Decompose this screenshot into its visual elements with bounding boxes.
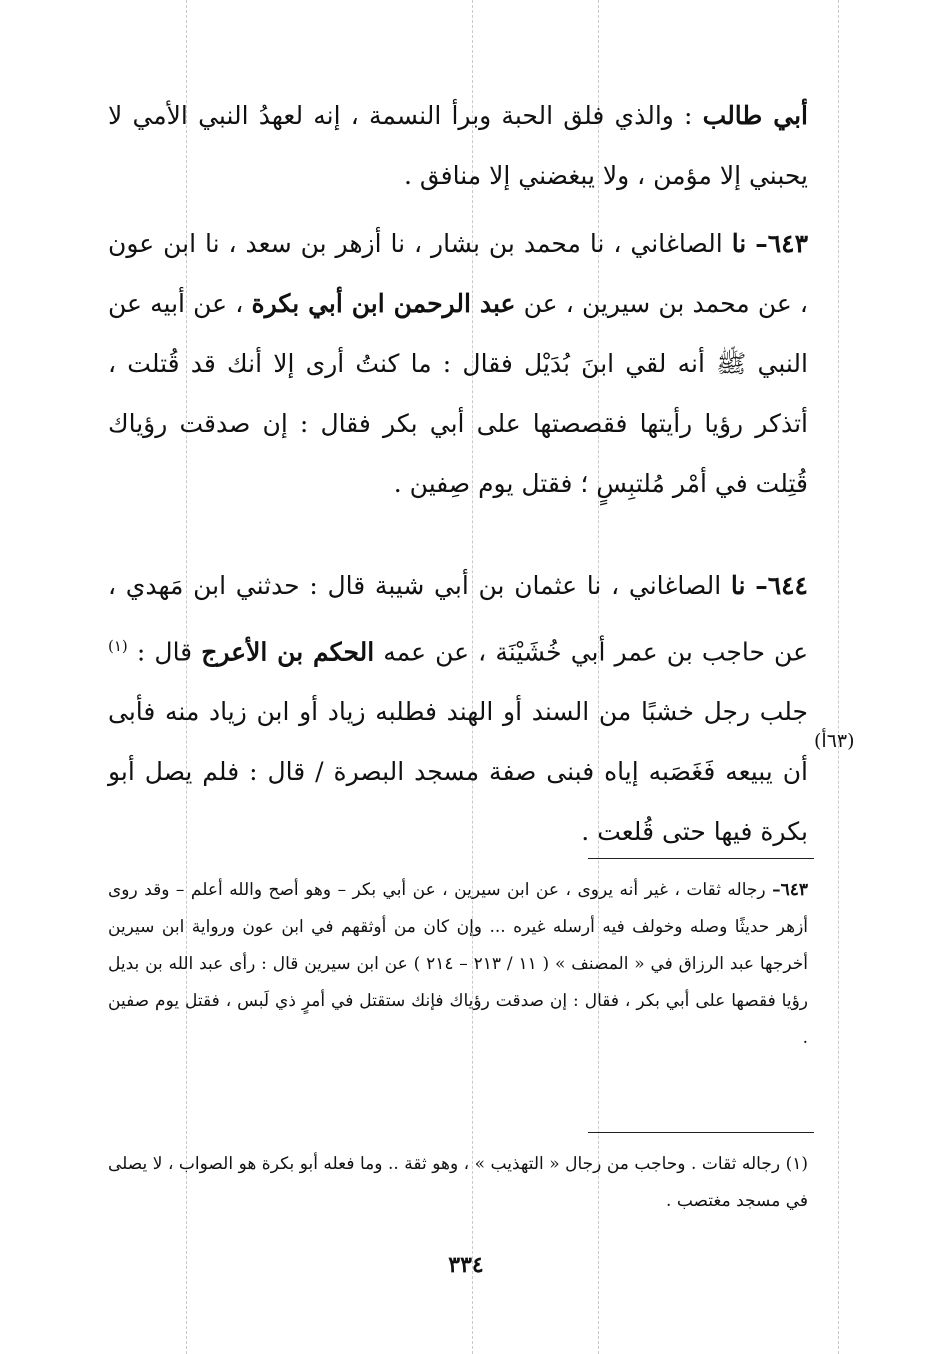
page-number: ٣٣٤: [448, 1252, 484, 1278]
hadith-643-paragraph: [108, 214, 808, 514]
manuscript-folio-marker: (٦٣أ): [814, 730, 855, 752]
continuation-paragraph: [108, 86, 808, 206]
paragraph-text: الصاغاني ، نا محمد بن بشار ، نا أزهر بن سعد ، نا ابن عون ، عن محمد بن سيرين ، عن: [108, 229, 809, 318]
footnote-1: [108, 1146, 808, 1220]
paragraph-text: الصاغاني ، نا عثمان بن أبي شيبة قال : حدثني ابن مَهدي ، عن حاجب بن عمر أبي خُشَيْنَة ، عن عمه: [108, 571, 809, 667]
hadith-na: نا: [730, 571, 746, 600]
footnote-643: [108, 872, 808, 1057]
footnote-separator: [588, 1132, 814, 1133]
paragraph-text: ، عن أبيه عن النبي ﷺ أنه لقي ابنَ بُدَيْل فقال : ما كنتُ أرى إلا أنك قد قُتلت ، أتذكر رؤيا رأيتها فقصصتها على أبي بكر فقال : إن صدقت رؤياك قُتِلت في أمْر مُلتبِسٍ ؛ فقتل يوم صِفين .: [108, 289, 808, 498]
footnote-text: رجاله ثقات . وحاجب من رجال « التهذيب » ، وهو ثقة .. وما فعله أبو بكرة هو الصواب ، لا يصلى في مسجد مغتصب .: [108, 1154, 808, 1211]
narrator-name: الحكم بن الأعرج: [201, 637, 375, 667]
paragraph-text: : والذي فلق الحبة وبرأ النسمة ، إنه لعهدُ النبي الأمي لا يحبني إلا مؤمن ، ولا يبغضني إلا منافق .: [108, 101, 808, 190]
narrator-name: عبد الرحمن ابن أبي بكرة: [251, 289, 516, 318]
footnote-text: رجاله ثقات ، غير أنه يروى ، عن ابن سيرين ، عن أبي بكر – وهو أصح والله أعلم – وقد روى أزهر حديثًا وصله وخولف فيه أرسله غيره ... وإن كان من أوثقهم في ابن عون ورواية ابن سيرين أخرجها عبد الرزاق في « المصنف » ( ١١ / ٢١٣ – ٢١٤ ) عن ابن سيرين قال : رأى عبد الله بن بديل رؤيا فقصها على أبي بكر ، فقال : إن صدقت رؤياك فإنك ستقتل في أمرٍ ذي لَبس ، فقتل يوم صفين .: [108, 880, 808, 1048]
paragraph-text: قال :: [127, 637, 202, 667]
narrator-name: أبي طالب: [702, 101, 809, 130]
footnote-number: ٦٤٣–: [772, 880, 808, 900]
hadith-644-paragraph: [108, 556, 808, 862]
hadith-na: نا: [731, 229, 747, 258]
paragraph-text: جلب رجل خشبًا من السند أو الهند فطلبه زياد أو ابن زياد منه فأبى أن يبيعه فَغَصَبه إياه فبنى صفة مسجد البصرة / قال : فلم يصل أبو بكرة فيها حتى قُلعت .: [108, 697, 808, 847]
hadith-number: ٦٤٣–: [755, 229, 809, 258]
scan-guide-line: [838, 0, 839, 1354]
footnote-reference: (١): [108, 637, 128, 655]
footnote-number: (١): [785, 1154, 808, 1174]
hadith-number: ٦٤٤–: [755, 571, 808, 600]
footnote-separator: [588, 858, 814, 859]
